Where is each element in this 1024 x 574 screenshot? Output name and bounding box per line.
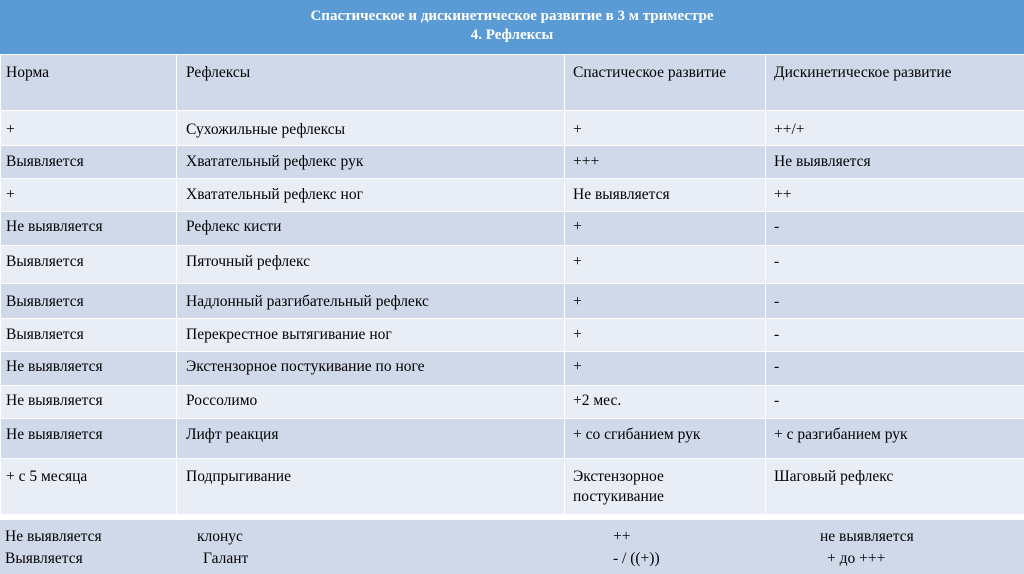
column-header: Дискинетическое развитие (766, 55, 1024, 111)
cell-norm: Не выявляется (1, 352, 177, 386)
cell-norm: Выявляется (1, 319, 177, 352)
cell-norm: Не выявляется (5, 528, 102, 545)
cell-reflex: Галант (203, 550, 249, 567)
cell-norm: Не выявляется (1, 212, 177, 246)
title-line-1: Спастическое и дискинетическое развитие в 3 м триместре (310, 8, 714, 24)
cell-norm: + (1, 111, 177, 146)
table-row (1, 352, 1024, 386)
table-row (1, 111, 1024, 146)
cell-reflex: Россолимо (177, 386, 565, 419)
cell-dyskinetic: Шаговый рефлекс (766, 459, 1024, 515)
table-row (1, 459, 1024, 515)
cell-reflex: Надлонный разгибательный рефлекс (177, 284, 565, 319)
cell-dyskinetic: + до +++ (827, 550, 886, 567)
cell-norm: Не выявляется (1, 419, 177, 459)
slide-title (0, 0, 1024, 54)
cell-dyskinetic: - (766, 246, 1024, 284)
cell-spastic: + (565, 111, 766, 146)
cell-norm: + с 5 месяца (1, 459, 177, 515)
cell-norm: Выявляется (1, 284, 177, 319)
cell-spastic: + (565, 246, 766, 284)
column-header: Рефлексы (177, 55, 565, 111)
table-last-row (0, 520, 1024, 574)
cell-reflex: Рефлекс кисти (177, 212, 565, 246)
table-row (1, 146, 1024, 179)
cell-spastic: + (565, 284, 766, 319)
table-row (1, 386, 1024, 419)
cell-dyskinetic: ++/+ (766, 111, 1024, 146)
cell-dyskinetic: - (766, 212, 1024, 246)
cell-spastic: +++ (565, 146, 766, 179)
cell-spastic: Экстензорное постукивание (565, 459, 766, 515)
cell-norm: Выявляется (5, 550, 83, 567)
cell-norm: + (1, 179, 177, 212)
table-row (1, 246, 1024, 284)
cell-reflex: Пяточный рефлекс (177, 246, 565, 284)
reflex-table (0, 54, 1024, 515)
cell-norm: Выявляется (1, 246, 177, 284)
cell-dyskinetic: + с разгибанием рук (766, 419, 1024, 459)
cell-norm: Не выявляется (1, 386, 177, 419)
cell-reflex: клонус (197, 528, 243, 545)
cell-dyskinetic: - (766, 284, 1024, 319)
cell-spastic: ++ (613, 528, 631, 545)
cell-spastic: - / ((+)) (613, 550, 660, 567)
cell-dyskinetic: - (766, 352, 1024, 386)
cell-reflex: Экстензорное постукивание по ноге (177, 352, 565, 386)
table-row (1, 419, 1024, 459)
column-header: Спастическое развитие (565, 55, 766, 111)
cell-dyskinetic: ++ (766, 179, 1024, 212)
table-header-row (1, 55, 1024, 111)
cell-reflex: Сухожильные рефлексы (177, 111, 565, 146)
cell-spastic: + (565, 319, 766, 352)
cell-reflex: Подпрыгивание (177, 459, 565, 515)
cell-reflex: Хватательный рефлекс рук (177, 146, 565, 179)
table-row (1, 179, 1024, 212)
cell-norm: Выявляется (1, 146, 177, 179)
cell-spastic: + (565, 352, 766, 386)
cell-dyskinetic: - (766, 319, 1024, 352)
column-header: Норма (1, 55, 177, 111)
cell-reflex: Лифт реакция (177, 419, 565, 459)
cell-spastic: + (565, 212, 766, 246)
table-row (1, 212, 1024, 246)
cell-spastic: +2 мес. (565, 386, 766, 419)
table-row (1, 319, 1024, 352)
cell-reflex: Перекрестное вытягивание ног (177, 319, 565, 352)
table-row (1, 284, 1024, 319)
cell-dyskinetic: не выявляется (820, 528, 914, 545)
title-line-2: 4. Рефлексы (470, 27, 554, 43)
cell-spastic: Не выявляется (565, 179, 766, 212)
cell-spastic: + со сгибанием рук (565, 419, 766, 459)
cell-reflex: Хватательный рефлекс ног (177, 179, 565, 212)
cell-dyskinetic: Не выявляется (766, 146, 1024, 179)
cell-dyskinetic: - (766, 386, 1024, 419)
